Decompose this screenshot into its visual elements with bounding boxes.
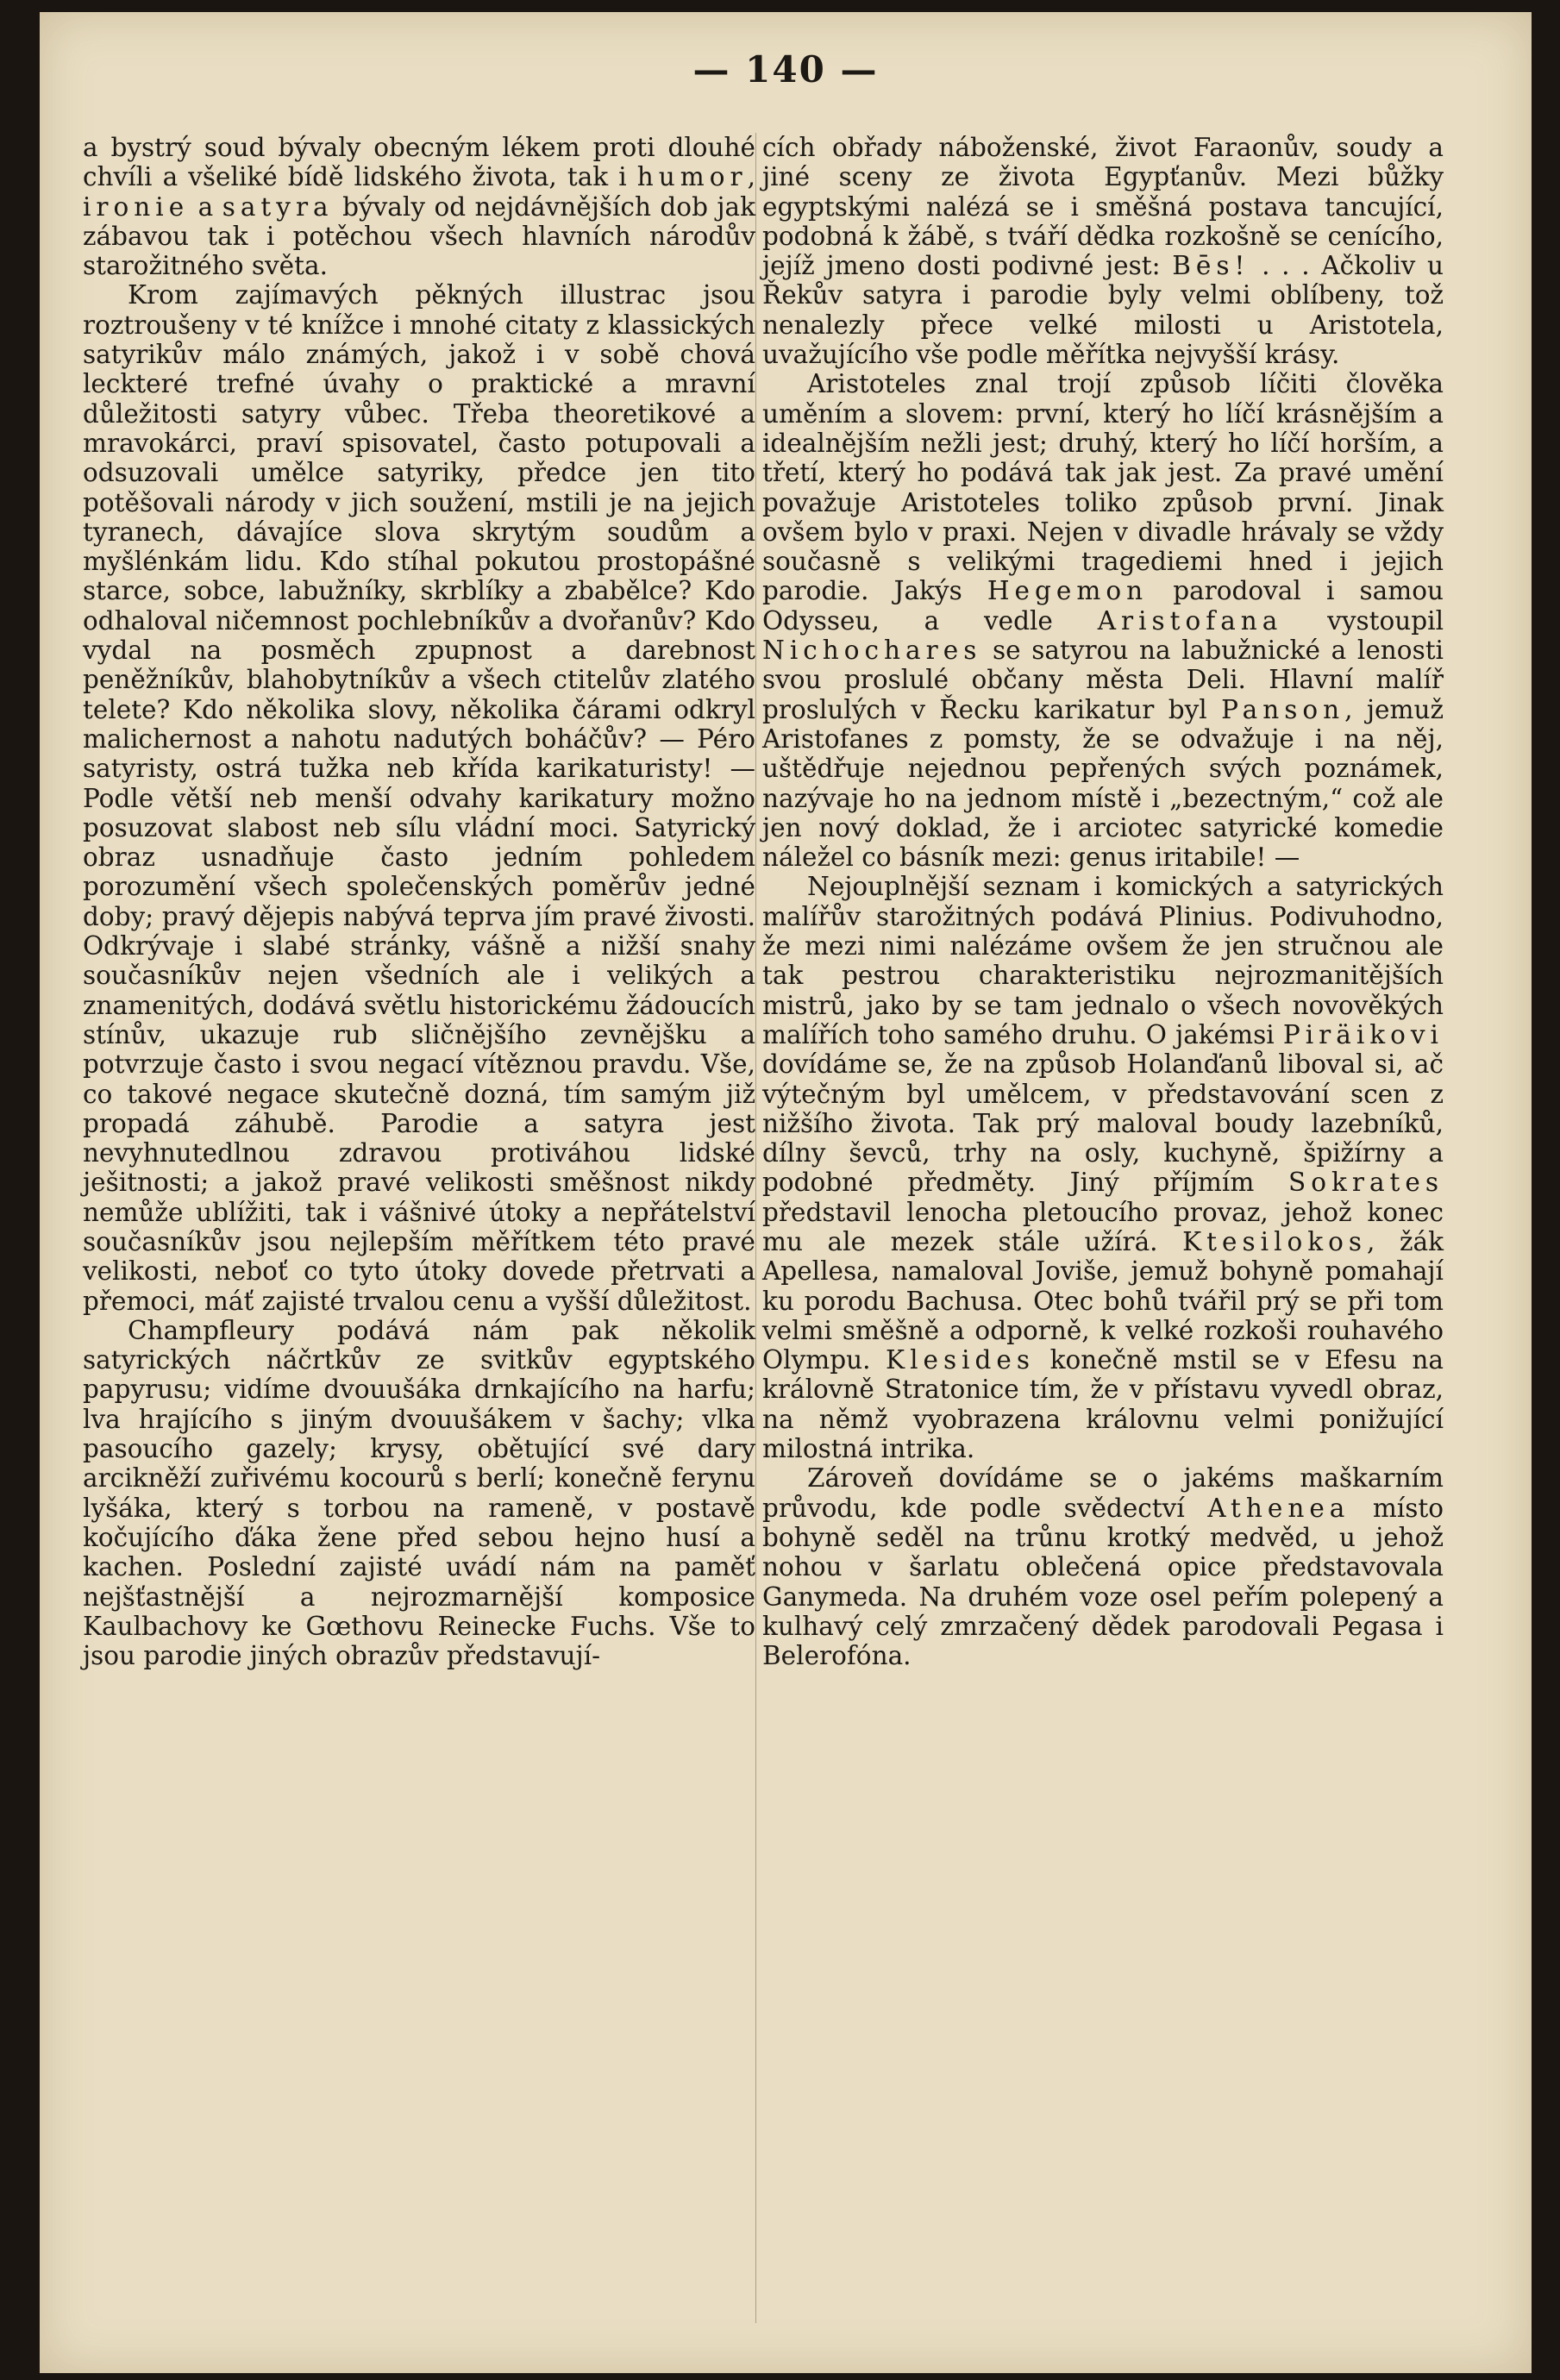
text-run: a bystrý soud bývaly obecným lékem proti dlouhé chvíli a všeliké bídě lidského života, tak i <box>83 133 755 192</box>
spaced-word-ironie: ironie <box>83 191 190 222</box>
text-run: cích obřady náboženské, život Faraonův, soudy a jiné sceny ze života Egypťanův. Mezi bůžky egyptskými nalézá se i směšná postava tancující, podobná k žábě, s tváří dědka rozkošně se cenícího, jejíž jmeno dosti podivné jest: <box>762 133 1444 281</box>
text-run: parodoval i samou Odysseu, a vedle <box>762 576 1444 636</box>
text-run: Nejouplnější seznam i komických a satyrických malířův starožitných podává Plinius. Podivuhodno, že mezi nimi nalézáme ovšem že jen stručnou ale tak pestrou charakteristiku nejrozmanitějších mistrů, jako by se tam jednalo o všech novověkých malířích toho samého druhu. O jakémsi <box>762 872 1444 1049</box>
left-column <box>83 133 755 1670</box>
page-number: — 140 — <box>692 48 879 91</box>
left-paragraph-3: Champfleury podává nám pak několik satyrických náčrtkův ze svitkův egyptského papyrusu; vidíme dvouušáka drnkajícího na harfu; lva hrajícího s jiným dvouušákem v šachy; vlka pasoucího gazely; krysy, obětující své dary arcikněží zuřivému kocourů s berlí; konečně ferynu lyšáka, který s torbou na rameně, v postavě kočujícího ďáka žene před sebou hejno husí a kachen. Poslední zajisté uvádí nám na paměť nejšťastnější a nejrozmarnější komposice Kaulbachovy ke Gœthovu Reinecke Fuchs. Vše to jsou parodie jiných obrazův představují- <box>83 1315 755 1671</box>
text-run: konečně mstil se v Efesu na královně Stratonice tím, že v přístavu vyvedl obraz, na němž vyobrazena královnu velmi ponižující milostná intrika. <box>762 1345 1444 1464</box>
spaced-word-piraikos: Piräikovi <box>1282 1019 1444 1049</box>
text-run: Jakýs <box>868 576 987 606</box>
text-run: Aristoteles znal trojí způsob líčiti člověka uměním a slovem: první, který ho líčí krásnějším a idealnějším nežli jest; druhý, který ho líčí horším, a třetí, který ho podává tak jak jest. Za pravé umění považuje Aristoteles toliko způsob první. Jinak ovšem bylo v praxi. Nejen v divadle hrávaly se vždy současně s velikými tragediemi hned i jejich parodie. <box>762 369 1444 606</box>
text-run: , jemuž Aristofanes z pomsty, že se odvažuje i na něj, uštědřuje nejednou pepřených svých poznámek, nazývaje ho na jednom místě i „bezectným,“ což ale jen nový doklad, že i arciotec satyrické komedie náležel co básník mezi: genus iritabile! — <box>762 694 1444 873</box>
right-paragraph-1 <box>762 133 1444 369</box>
right-paragraph-2 <box>762 369 1444 872</box>
spaced-word-humor: humor <box>636 162 748 192</box>
spaced-word-bes: Bēs! <box>1172 251 1250 281</box>
text-run: , žák Apellesa, namaloval Joviše, jemuž bohyně pomahají ku porodu Bachusa. Otec bohů tvářil prý se při tom velmi směšně a odporně, k velké rozkoši rouhavého Olympu. <box>762 1226 1444 1375</box>
spaced-word-ktesilokos: Ktesilokos <box>1182 1226 1368 1256</box>
right-paragraph-3 <box>762 872 1444 1463</box>
spaced-word-aristofana: Aristofana <box>1097 605 1283 636</box>
left-paragraph-2: Krom zajímavých pěkných illustrac jsou roztroušeny v té knížce i mnohé citaty z klassických satyrikův málo známých, jakož i v sobě chová leckteré trefné úvahy o praktické a mravní důležitosti satyry vůbec. Třeba theoretikové a mravokárci, praví spisovatel, často potupovali a odsuzovali umělce satyriky, předce jen tito potěšovali národy v jich soužení, mstili je na jejich tyranech, dávajíce slova skrytým soudům a myšlénkám lidu. Kdo stíhal pokutou prostopášné starce, sobce, labužníky, skrblíky a zbabělce? Kdo odhaloval ničemnost pochlebníkův a dvořanův? Kdo vydal na posměch zpupnost a darebnost peněžníkův, blahobytníkův a všech ctitelův zlatého telete? Kdo několika slovy, několika čárami odkryl malichernost a nahotu nadutých boháčův? — Péro satyristy, ostrá tužka neb křída karikaturisty! — Podle větší neb menší odvahy karikatury možno posuzovat slabost neb sílu vládní moci. Satyrický obraz usnadňuje často jedním pohledem porozumění všech společenských poměrův jedné doby; pravý dějepis nabývá teprva jím pravé živosti. Odkrývaje i slabé stránky, vášně a nižší snahy současníkův nejen všedních ale i velikých a znamenitých, dodává světlu historickému žádoucích stínův, ukazuje rub sličnějšího zevnějšku a potvrzuje často i svou negací vítěznou pravdu. Vše, co takové negace skutečně dozná, tím samým již propadá záhubě. Parodie a satyra jest nevyhnutedlnou zdravou protiváhou lidské ješitnosti; a jakož pravé velikosti směšnost nikdy nemůže ublížiti, tak i vášnivé útoky a nepřátelství současníkův jsou nejlepším měřítkem této pravé velikosti, neboť co tyto útoky dovede přetrvati a přemoci, máť zajisté trvalou cenu a vyšší důležitost. <box>83 280 755 1316</box>
text-run: vystoupil <box>1282 605 1444 636</box>
text-run: místo bohyně seděl na trůnu krotký medvěd, u jehož nohou v šarlatu oblečená opice představovala Ganymeda. Na druhém voze osel peřím polepený a kulhavý celý zmrzačený dědek parodovali Pegasa i Belerofóna. <box>762 1493 1444 1671</box>
text-run: bývaly od nejdávnějších dob jak zábavou tak i potěchou všech hlavních národův starožitného světa. <box>83 191 756 281</box>
right-column <box>762 133 1444 1670</box>
spaced-word-athenea: Athenea <box>1207 1493 1350 1523</box>
right-paragraph-4 <box>762 1463 1444 1670</box>
text-run: a <box>189 191 222 222</box>
spaced-word-klesides: Klesides <box>886 1345 1036 1375</box>
text-run: , <box>747 162 755 192</box>
spaced-word-satyra: satyra <box>222 191 334 222</box>
spaced-word-panson: Panson <box>1221 694 1345 724</box>
spaced-word-hegemon: Hegemon <box>987 576 1149 606</box>
spaced-word-nichochares: Nichochares <box>762 636 982 666</box>
text-run: Zároveň dovídáme se o jakéms maškarním průvodu, kde podle svědectví <box>762 1463 1444 1523</box>
text-run: . . . Ačkoliv u Řekův satyra i parodie byly velmi oblíbeny, tož nenalezly přece velké milosti u Aristotela, uvažujícího vše podle měřítka nejvyšší krásy. <box>762 251 1444 370</box>
book-page <box>40 12 1532 2373</box>
text-run: dovídáme se, že na způsob Holanďanů liboval si, ač výtečným byl umělcem, v představování scen z nižšího života. Tak prý maloval boudy lazebníků, dílny ševců, trhy na osly, kuchyně, špižírny a podobné předměty. Jiný příjmím <box>762 1049 1444 1198</box>
text-run: představil lenocha pletoucího provaz, jehož konec mu ale mezek stále užírá. <box>762 1197 1444 1256</box>
text-run: se satyrou na labužnické a lenosti svou proslulé občany města Deli. Hlavní malíř proslulých v Řecku karikatur byl <box>762 636 1444 724</box>
spaced-word-sokrates: Sokrates <box>1288 1168 1444 1198</box>
column-divider <box>755 133 756 2323</box>
left-paragraph-1 <box>83 133 755 280</box>
